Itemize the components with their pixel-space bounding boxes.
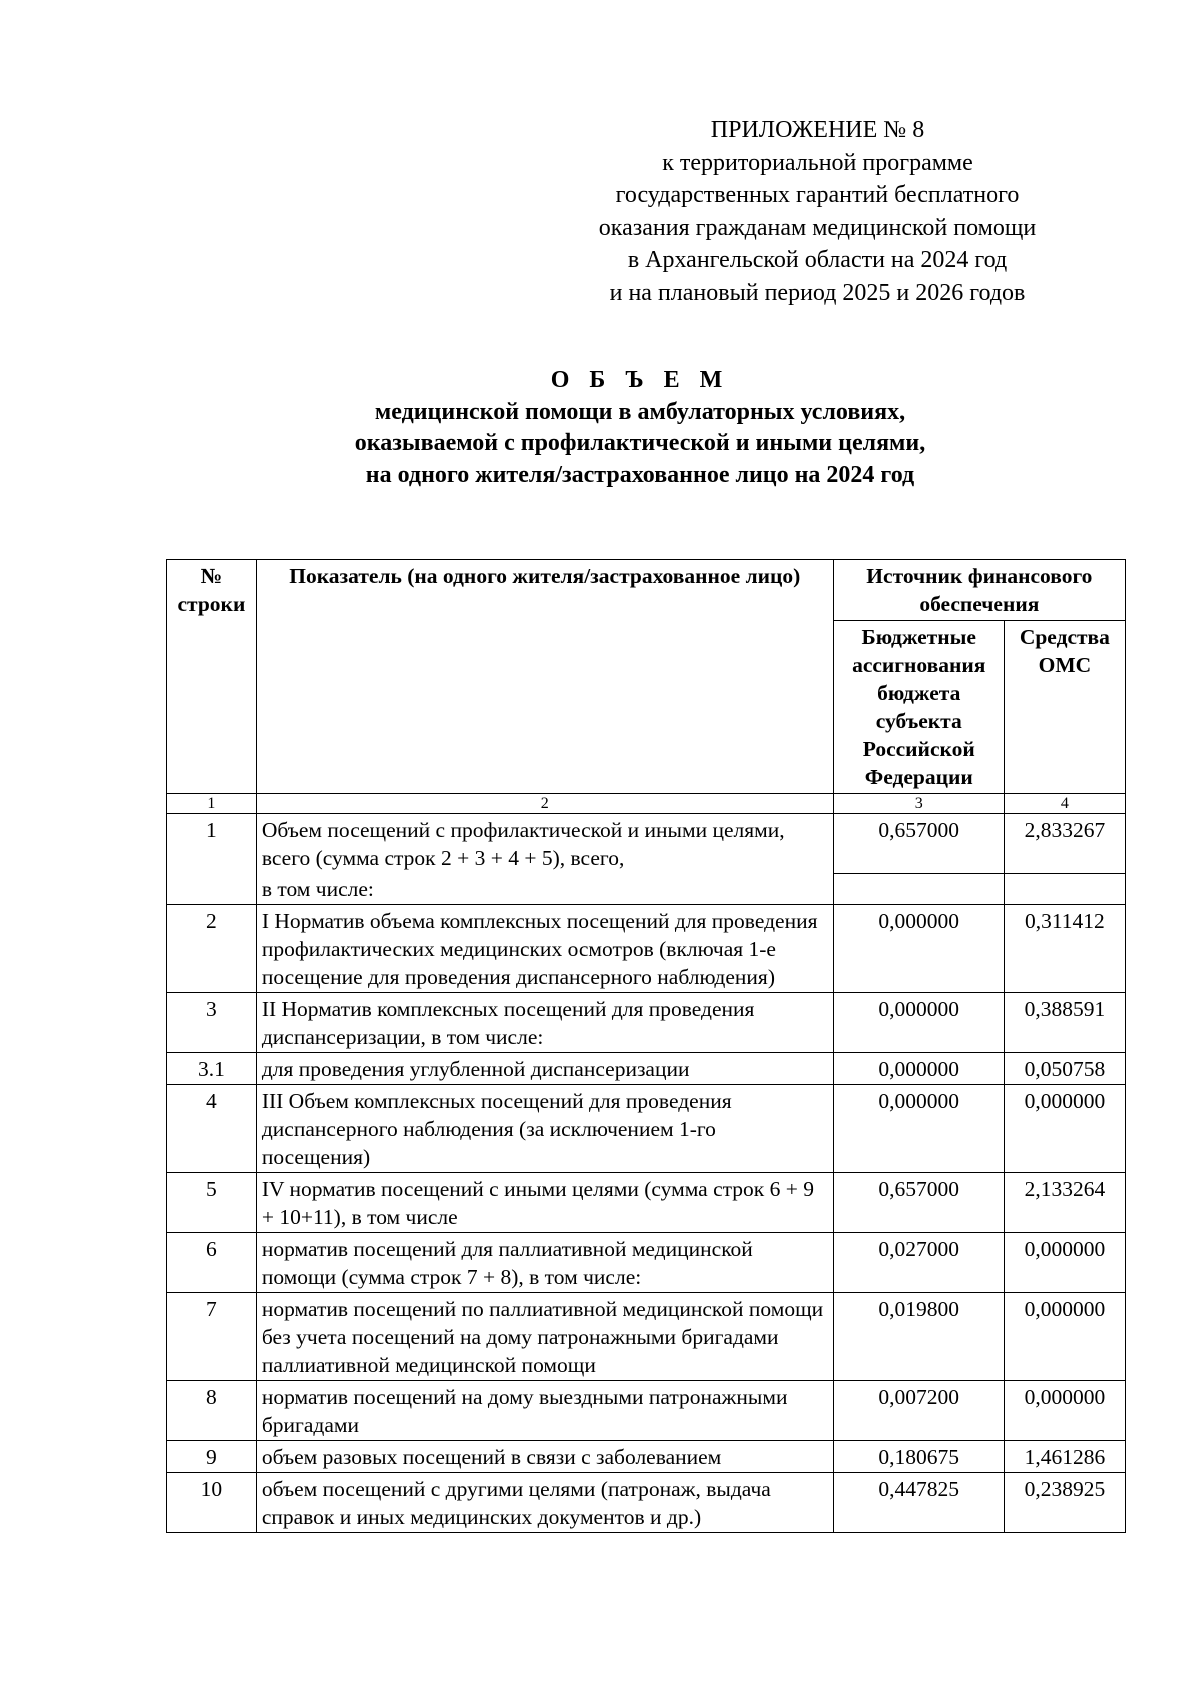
row-budget-value — [833, 873, 1004, 905]
column-number: 3 — [833, 794, 1004, 814]
row-oms-value: 0,000000 — [1004, 1381, 1125, 1441]
table-row — [167, 993, 1126, 1053]
volume-table — [166, 559, 1126, 1533]
row-indicator: норматив посещений на дому выездными патронажными бригадами — [256, 1381, 833, 1441]
row-budget-value: 0,657000 — [833, 814, 1004, 874]
row-indicator: Объем посещений с профилактической и иными целями, всего (сумма строк 2 + 3 + 4 + 5), всего, — [256, 814, 833, 874]
row-oms-value: 2,133264 — [1004, 1173, 1125, 1233]
row-budget-value: 0,000000 — [833, 1053, 1004, 1085]
row-oms-value: 0,238925 — [1004, 1473, 1125, 1533]
row-number: 1 — [167, 814, 257, 874]
row-indicator: норматив посещений для паллиативной медицинской помощи (сумма строк 7 + 8), в том числе: — [256, 1233, 833, 1293]
row-oms-value: 1,461286 — [1004, 1441, 1125, 1473]
row-number: 3 — [167, 993, 257, 1053]
row-indicator: IV норматив посещений с иными целями (сумма строк 6 + 9 + 10+11), в том числе — [256, 1173, 833, 1233]
row-indicator: норматив посещений по паллиативной медицинской помощи без учета посещений на дому патронажными бригадами паллиативной медицинской помощи — [256, 1293, 833, 1381]
row-budget-value: 0,000000 — [833, 1085, 1004, 1173]
row-number: 5 — [167, 1173, 257, 1233]
column-number: 1 — [167, 794, 257, 814]
row-oms-value: 0,388591 — [1004, 993, 1125, 1053]
column-number: 4 — [1004, 794, 1125, 814]
appendix-heading — [540, 114, 1095, 309]
row-oms-value: 0,000000 — [1004, 1085, 1125, 1173]
table-row — [167, 1381, 1126, 1441]
title-heading: О Б Ъ Е М — [550, 367, 730, 393]
row-number: 4 — [167, 1085, 257, 1173]
appendix-line: в Архангельской области на 2024 год — [627, 247, 1008, 273]
row-number: 2 — [167, 905, 257, 993]
row-indicator: III Объем комплексных посещений для проведения диспансерного наблюдения (за исключением 1-го посещения) — [256, 1085, 833, 1173]
row-oms-value: 0,311412 — [1004, 905, 1125, 993]
title-line: оказываемой с профилактической и иными целями, — [354, 430, 926, 456]
table-row — [167, 1173, 1126, 1233]
row-budget-value: 0,019800 — [833, 1293, 1004, 1381]
row-number: 3.1 — [167, 1053, 257, 1085]
row-number: 8 — [167, 1381, 257, 1441]
row-budget-value: 0,447825 — [833, 1473, 1004, 1533]
table-row — [167, 1085, 1126, 1173]
row-indicator: объем разовых посещений в связи с заболеванием — [256, 1441, 833, 1473]
row-budget-value: 0,000000 — [833, 905, 1004, 993]
row-oms-value — [1004, 873, 1125, 905]
table-row — [167, 1053, 1126, 1085]
document-title — [160, 365, 1120, 491]
header-budget: Бюджетные ассигнования бюджета субъекта Российской Федерации — [833, 621, 1004, 794]
row-indicator: в том числе: — [256, 873, 833, 905]
row-budget-value: 0,000000 — [833, 993, 1004, 1053]
row-budget-value: 0,007200 — [833, 1381, 1004, 1441]
row-budget-value: 0,657000 — [833, 1173, 1004, 1233]
title-line: на одного жителя/застрахованное лицо на 2024 год — [365, 461, 915, 488]
table-row — [167, 1233, 1126, 1293]
row-number — [167, 873, 257, 905]
column-number: 2 — [256, 794, 833, 814]
table-row — [167, 1293, 1126, 1381]
appendix-title: ПРИЛОЖЕНИЕ № 8 — [710, 117, 925, 143]
row-budget-value: 0,180675 — [833, 1441, 1004, 1473]
row-oms-value: 0,000000 — [1004, 1233, 1125, 1293]
row-oms-value: 0,050758 — [1004, 1053, 1125, 1085]
header-source: Источник финансового обеспечения — [833, 560, 1125, 621]
row-indicator: для проведения углубленной диспансеризации — [256, 1053, 833, 1085]
table-row — [167, 814, 1126, 874]
row-number: 10 — [167, 1473, 257, 1533]
header-row-no: № строки — [167, 560, 257, 794]
table-row — [167, 1441, 1126, 1473]
row-indicator: II Норматив комплексных посещений для проведения диспансеризации, в том числе: — [256, 993, 833, 1053]
table-row — [167, 1473, 1126, 1533]
row-indicator: объем посещений с другими целями (патронаж, выдача справок и иных медицинских документов и др.) — [256, 1473, 833, 1533]
row-number: 9 — [167, 1441, 257, 1473]
row-oms-value: 0,000000 — [1004, 1293, 1125, 1381]
row-number: 6 — [167, 1233, 257, 1293]
appendix-line: государственных гарантий бесплатного — [615, 182, 1020, 208]
title-line: медицинской помощи в амбулаторных условиях, — [374, 398, 906, 425]
row-indicator: I Норматив объема комплексных посещений для проведения профилактических медицинских осмотров (включая 1-е посещение для проведения диспансерного наблюдения) — [256, 905, 833, 993]
appendix-line: оказания гражданам медицинской помощи — [598, 214, 1037, 241]
appendix-line: и на плановый период 2025 и 2026 годов — [609, 279, 1026, 306]
row-budget-value: 0,027000 — [833, 1233, 1004, 1293]
row-oms-value: 2,833267 — [1004, 814, 1125, 874]
header-oms: Средства ОМС — [1004, 621, 1125, 794]
header-indicator: Показатель (на одного жителя/застрахованное лицо) — [256, 560, 833, 794]
table-row — [167, 873, 1126, 905]
table-row — [167, 905, 1126, 993]
appendix-line: к территориальной программе — [662, 149, 973, 176]
row-number: 7 — [167, 1293, 257, 1381]
